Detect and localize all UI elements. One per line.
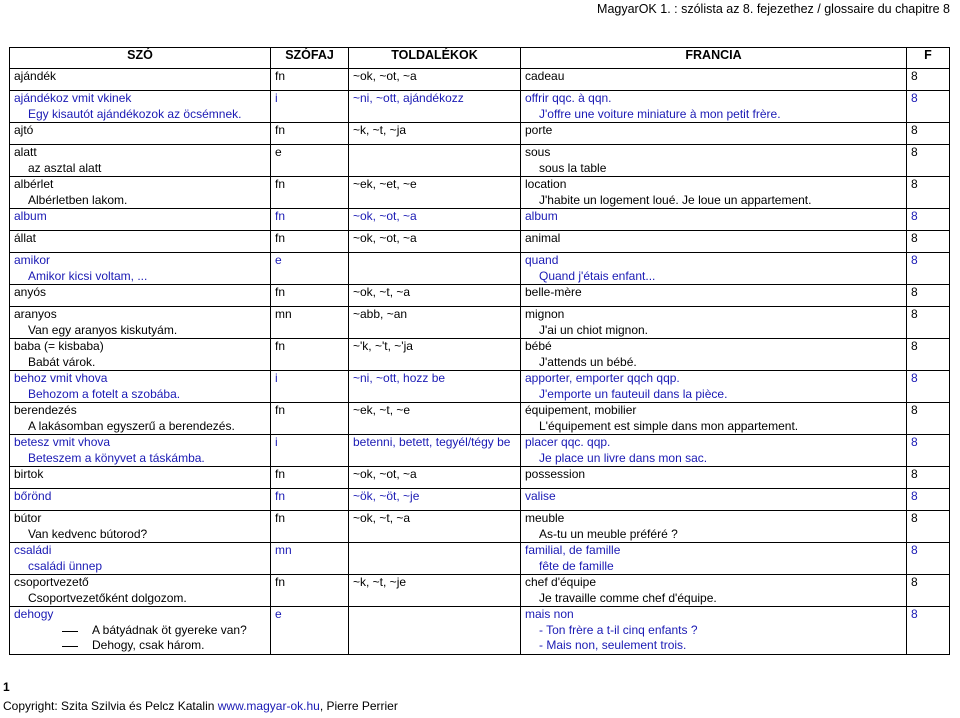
szofaj-cell: fn bbox=[271, 511, 349, 543]
francia-cell bbox=[521, 435, 907, 467]
translation: familial, de famille bbox=[525, 543, 621, 557]
toldalek-cell: ~ni, ~ott, ajándékozz bbox=[349, 91, 521, 123]
szofaj-cell: fn bbox=[271, 231, 349, 253]
example-fr: - Mais non, seulement trois. bbox=[539, 638, 687, 652]
szo-cell bbox=[10, 307, 271, 339]
example-hu-text: Dehogy, csak három. bbox=[92, 638, 205, 652]
szofaj-cell: e bbox=[271, 253, 349, 285]
szofaj-cell: fn bbox=[271, 177, 349, 209]
word: baba (= kisbaba) bbox=[14, 339, 104, 353]
table-row bbox=[10, 209, 950, 231]
chapter-cell: 8 bbox=[907, 607, 950, 655]
francia-cell bbox=[521, 231, 907, 253]
translation: meuble bbox=[525, 511, 565, 525]
example-hu: Van egy aranyos kiskutyám. bbox=[28, 322, 178, 337]
szofaj-cell: fn bbox=[271, 575, 349, 607]
translation: placer qqc. qqp. bbox=[525, 435, 611, 449]
chapter-cell: 8 bbox=[907, 177, 950, 209]
francia-cell bbox=[521, 339, 907, 371]
word: bőrönd bbox=[14, 489, 52, 503]
toldalek-cell: ~ok, ~ot, ~a bbox=[349, 69, 521, 91]
translation: apporter, emporter qqch qqp. bbox=[525, 371, 680, 385]
word: behoz vmit vhova bbox=[14, 371, 108, 385]
translation: mignon bbox=[525, 307, 565, 321]
translation: équipement, mobilier bbox=[525, 403, 637, 417]
szo-cell bbox=[10, 575, 271, 607]
chapter-cell: 8 bbox=[907, 339, 950, 371]
table-row bbox=[10, 403, 950, 435]
szofaj-cell: i bbox=[271, 91, 349, 123]
table-row bbox=[10, 511, 950, 543]
szofaj-cell: fn bbox=[271, 285, 349, 307]
toldalek-cell: ~abb, ~an bbox=[349, 307, 521, 339]
example-hu: családi ünnep bbox=[28, 558, 103, 573]
szofaj-cell: i bbox=[271, 371, 349, 403]
szo-cell bbox=[10, 511, 271, 543]
glossary-table bbox=[9, 47, 950, 655]
szofaj-cell: e bbox=[271, 145, 349, 177]
example-fr: Quand j'étais enfant... bbox=[539, 268, 656, 283]
table-row bbox=[10, 285, 950, 307]
translation: possession bbox=[525, 467, 586, 481]
table-row bbox=[10, 69, 950, 91]
example-fr: fête de famille bbox=[539, 558, 614, 573]
example-fr: J'ai un chiot mignon. bbox=[539, 322, 649, 337]
toldalek-cell: ~ni, ~ott, hozz be bbox=[349, 371, 521, 403]
word: ajtó bbox=[14, 123, 34, 137]
example-hu: az asztal alatt bbox=[28, 160, 102, 175]
chapter-cell: 8 bbox=[907, 231, 950, 253]
francia-cell bbox=[521, 209, 907, 231]
szofaj-cell: mn bbox=[271, 543, 349, 575]
francia-cell bbox=[521, 489, 907, 511]
table-row bbox=[10, 253, 950, 285]
table-row bbox=[10, 145, 950, 177]
word: berendezés bbox=[14, 403, 77, 417]
toldalek-cell: ~ok, ~ot, ~a bbox=[349, 209, 521, 231]
toldalek-cell bbox=[349, 253, 521, 285]
szo-cell bbox=[10, 123, 271, 145]
toldalek-cell: ~ok, ~ot, ~a bbox=[349, 467, 521, 489]
szo-cell bbox=[10, 69, 271, 91]
szo-cell bbox=[10, 371, 271, 403]
word: albérlet bbox=[14, 177, 54, 191]
translation: belle-mère bbox=[525, 285, 582, 299]
table-row bbox=[10, 607, 950, 655]
szo-cell bbox=[10, 403, 271, 435]
table-row bbox=[10, 177, 950, 209]
table-row bbox=[10, 123, 950, 145]
table-row bbox=[10, 435, 950, 467]
example-fr: J'attends un bébé. bbox=[539, 354, 637, 369]
chapter-cell: 8 bbox=[907, 253, 950, 285]
page-number: 1 bbox=[3, 680, 10, 694]
szofaj-cell: fn bbox=[271, 339, 349, 371]
translation: sous bbox=[525, 145, 551, 159]
francia-cell bbox=[521, 177, 907, 209]
translation: quand bbox=[525, 253, 559, 267]
table-row bbox=[10, 371, 950, 403]
szo-cell bbox=[10, 285, 271, 307]
szo-cell bbox=[10, 209, 271, 231]
szo-cell bbox=[10, 435, 271, 467]
footer-copyright bbox=[3, 699, 398, 713]
translation: chef d'équipe bbox=[525, 575, 597, 589]
translation: animal bbox=[525, 231, 561, 245]
example-hu: Van kedvenc bútorod? bbox=[28, 526, 148, 541]
col-header-toldalekok: TOLDALÉKOK bbox=[349, 48, 521, 69]
szo-cell bbox=[10, 543, 271, 575]
chapter-cell: 8 bbox=[907, 403, 950, 435]
szo-cell bbox=[10, 91, 271, 123]
word: bútor bbox=[14, 511, 42, 525]
chapter-cell: 8 bbox=[907, 145, 950, 177]
szo-cell bbox=[10, 467, 271, 489]
francia-cell bbox=[521, 145, 907, 177]
word: amikor bbox=[14, 253, 51, 267]
toldalek-cell: ~ök, ~öt, ~je bbox=[349, 489, 521, 511]
example-fr: Je place un livre dans mon sac. bbox=[539, 450, 708, 465]
table-row bbox=[10, 467, 950, 489]
chapter-cell: 8 bbox=[907, 467, 950, 489]
francia-cell bbox=[521, 575, 907, 607]
example-hu-text: A bátyádnak öt gyereke van? bbox=[92, 622, 247, 637]
chapter-cell: 8 bbox=[907, 511, 950, 543]
word: aranyos bbox=[14, 307, 57, 321]
table-header-row bbox=[10, 48, 950, 69]
word: birtok bbox=[14, 467, 44, 481]
toldalek-cell: ~k, ~t, ~je bbox=[349, 575, 521, 607]
table-row bbox=[10, 307, 950, 339]
example-fr: J'habite un logement loué. Je loue un appartement. bbox=[539, 192, 812, 207]
example-hu bbox=[14, 638, 266, 654]
francia-cell bbox=[521, 371, 907, 403]
example-fr: L'équipement est simple dans mon appartement. bbox=[539, 418, 799, 433]
francia-cell bbox=[521, 285, 907, 307]
chapter-cell: 8 bbox=[907, 575, 950, 607]
example-hu: A lakásomban egyszerű a berendezés. bbox=[28, 418, 235, 433]
toldalek-cell bbox=[349, 543, 521, 575]
word: album bbox=[14, 209, 47, 223]
example-fr: As-tu un meuble préféré ? bbox=[539, 526, 678, 541]
word: családi bbox=[14, 543, 52, 557]
szo-cell bbox=[10, 339, 271, 371]
word: csoportvezető bbox=[14, 575, 89, 589]
francia-cell bbox=[521, 307, 907, 339]
word: anyós bbox=[14, 285, 47, 299]
francia-cell bbox=[521, 607, 907, 655]
footer-text: Copyright: Szita Szilvia és Pelcz Katalin bbox=[3, 699, 218, 713]
szofaj-cell: mn bbox=[271, 307, 349, 339]
toldalek-cell: ~ek, ~et, ~e bbox=[349, 177, 521, 209]
example-hu: Babát várok. bbox=[28, 354, 96, 369]
word: állat bbox=[14, 231, 37, 245]
chapter-cell: 8 bbox=[907, 123, 950, 145]
table-row bbox=[10, 231, 950, 253]
szo-cell bbox=[10, 489, 271, 511]
table-row bbox=[10, 489, 950, 511]
szofaj-cell: e bbox=[271, 607, 349, 655]
translation: valise bbox=[525, 489, 556, 503]
szofaj-cell: i bbox=[271, 435, 349, 467]
example-hu bbox=[14, 623, 266, 639]
example-fr: - Ton frère a t-il cinq enfants ? bbox=[539, 622, 698, 637]
toldalek-cell: ~ok, ~ot, ~a bbox=[349, 231, 521, 253]
col-header-szo: SZÓ bbox=[10, 48, 271, 69]
example-hu: Amikor kicsi voltam, ... bbox=[28, 268, 148, 283]
szofaj-cell: fn bbox=[271, 69, 349, 91]
szo-cell bbox=[10, 231, 271, 253]
col-header-szofaj: SZÓFAJ bbox=[271, 48, 349, 69]
translation: location bbox=[525, 177, 567, 191]
word: alatt bbox=[14, 145, 37, 159]
toldalek-cell: ~k, ~t, ~ja bbox=[349, 123, 521, 145]
table-row bbox=[10, 339, 950, 371]
chapter-cell: 8 bbox=[907, 285, 950, 307]
table-row bbox=[10, 91, 950, 123]
translation: cadeau bbox=[525, 69, 565, 83]
francia-cell bbox=[521, 467, 907, 489]
francia-cell bbox=[521, 69, 907, 91]
chapter-cell: 8 bbox=[907, 543, 950, 575]
chapter-cell: 8 bbox=[907, 209, 950, 231]
word: dehogy bbox=[14, 607, 54, 621]
toldalek-cell: ~ok, ~t, ~a bbox=[349, 285, 521, 307]
chapter-cell: 8 bbox=[907, 371, 950, 403]
example-hu: Behozom a fotelt a szobába. bbox=[28, 386, 181, 401]
example-hu: Beteszem a könyvet a táskámba. bbox=[28, 450, 205, 465]
example-fr: Je travaille comme chef d'équipe. bbox=[539, 590, 717, 605]
francia-cell bbox=[521, 511, 907, 543]
table-row bbox=[10, 543, 950, 575]
szofaj-cell: fn bbox=[271, 209, 349, 231]
col-header-francia: FRANCIA bbox=[521, 48, 907, 69]
example-hu: Egy kisautót ajándékozok az öcsémnek. bbox=[28, 106, 242, 121]
table-row bbox=[10, 575, 950, 607]
szo-cell bbox=[10, 607, 271, 655]
chapter-cell: 8 bbox=[907, 435, 950, 467]
francia-cell bbox=[521, 543, 907, 575]
example-fr: J'emporte un fauteuil dans la pièce. bbox=[539, 386, 728, 401]
chapter-cell: 8 bbox=[907, 69, 950, 91]
translation: offrir qqc. à qqn. bbox=[525, 91, 612, 105]
translation: album bbox=[525, 209, 558, 223]
translation: bébé bbox=[525, 339, 552, 353]
example-hu: Csoportvezetőként dolgozom. bbox=[28, 590, 187, 605]
footer-link[interactable]: www.magyar-ok.hu bbox=[217, 699, 320, 713]
translation: porte bbox=[525, 123, 553, 137]
szo-cell bbox=[10, 145, 271, 177]
example-hu: Albérletben lakom. bbox=[28, 192, 128, 207]
toldalek-cell bbox=[349, 145, 521, 177]
toldalek-cell: ~ok, ~t, ~a bbox=[349, 511, 521, 543]
col-header-f: F bbox=[907, 48, 950, 69]
francia-cell bbox=[521, 91, 907, 123]
toldalek-cell: ~'k, ~'t, ~'ja bbox=[349, 339, 521, 371]
translation: mais non bbox=[525, 607, 574, 621]
francia-cell bbox=[521, 403, 907, 435]
francia-cell bbox=[521, 123, 907, 145]
toldalek-cell bbox=[349, 607, 521, 655]
francia-cell bbox=[521, 253, 907, 285]
chapter-cell: 8 bbox=[907, 307, 950, 339]
word: ajándékoz vmit vkinek bbox=[14, 91, 132, 105]
szofaj-cell: fn bbox=[271, 403, 349, 435]
toldalek-cell: betenni, betett, tegyél/tégy be bbox=[349, 435, 521, 467]
szofaj-cell: fn bbox=[271, 467, 349, 489]
szo-cell bbox=[10, 253, 271, 285]
chapter-cell: 8 bbox=[907, 489, 950, 511]
footer-text-end: , Pierre Perrier bbox=[319, 699, 398, 713]
chapter-cell: 8 bbox=[907, 91, 950, 123]
example-fr: sous la table bbox=[539, 160, 607, 175]
szofaj-cell: fn bbox=[271, 123, 349, 145]
word: betesz vmit vhova bbox=[14, 435, 111, 449]
szofaj-cell: fn bbox=[271, 489, 349, 511]
document-header: MagyarOK 1. : szólista az 8. fejezethez / glossaire du chapitre 8 bbox=[597, 2, 950, 16]
szo-cell bbox=[10, 177, 271, 209]
example-fr: J'offre une voiture miniature à mon petit frère. bbox=[539, 106, 781, 121]
toldalek-cell: ~ek, ~t, ~e bbox=[349, 403, 521, 435]
word: ajándék bbox=[14, 69, 57, 83]
